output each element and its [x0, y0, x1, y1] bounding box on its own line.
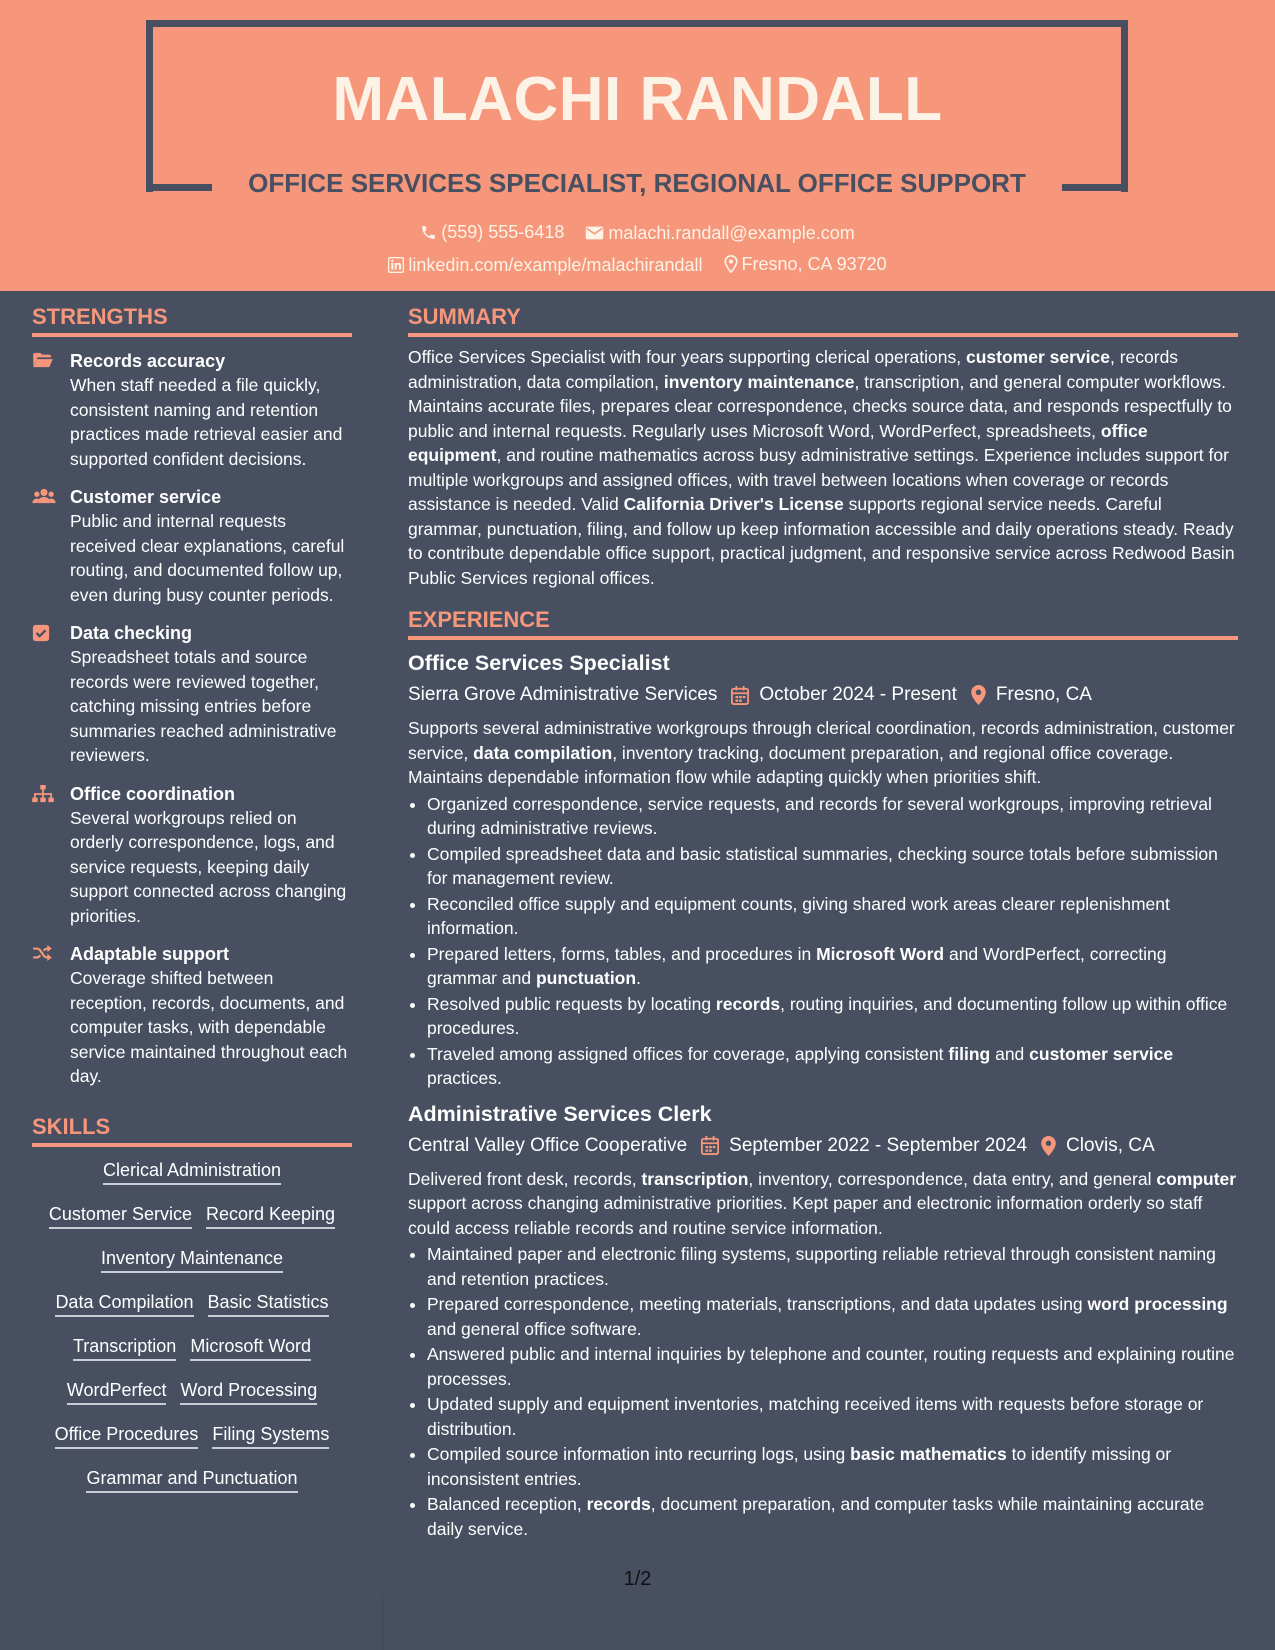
- candidate-name: MALACHI RANDALL: [332, 65, 943, 134]
- strength-desc: Several workgroups relied on orderly correspondence, logs, and service requests, keeping daily support connected across changing priorities.: [70, 807, 347, 926]
- bold-keyword: customer service: [965, 347, 1110, 367]
- text-run: and: [990, 1043, 1030, 1064]
- skill-tag: Word Processing: [180, 1377, 317, 1405]
- text-run: Resolved public requests by locating: [427, 993, 716, 1014]
- job-bullets: [408, 792, 1238, 1091]
- skill-row: [32, 1465, 352, 1494]
- text-run: Prepared letters, forms, tables, and procedures in: [427, 943, 817, 964]
- job-meta: [408, 680, 1238, 710]
- bold-keyword: data compilation: [473, 742, 613, 763]
- text-run: Compiled source information into recurring logs, using: [427, 1444, 851, 1464]
- text-run: and WordPerfect, correcting grammar and: [427, 943, 1167, 988]
- strengths-heading: STRENGTHS: [32, 303, 352, 337]
- strength-title: Records accuracy: [70, 351, 226, 371]
- skill-tag: Inventory Maintenance: [101, 1245, 283, 1273]
- bullet-item: [427, 1242, 1238, 1291]
- skill-row: [32, 1333, 352, 1362]
- job-location: Fresno, CA: [995, 684, 1092, 705]
- header-frame-foot-left: [146, 184, 212, 191]
- header-band: [0, 0, 1275, 291]
- skill-tag: Record Keeping: [206, 1201, 335, 1229]
- text-run: Compiled spreadsheet data and basic statistical summaries, checking source totals before submission for management review.: [427, 843, 1218, 888]
- contact-row-2: [0, 252, 1275, 279]
- skill-tag: Clerical Administration: [103, 1157, 281, 1185]
- sitemap-icon: [32, 785, 54, 803]
- location-text: Fresno, CA 93720: [741, 254, 887, 274]
- strength-title: Office coordination: [70, 783, 236, 804]
- text-run: Traveled among assigned offices for coverage, applying consistent: [427, 1043, 949, 1064]
- summary-text: [408, 345, 1238, 590]
- skill-tag: Customer Service: [49, 1201, 192, 1229]
- bold-keyword: Microsoft Word: [816, 943, 945, 964]
- bold-keyword: transcription: [641, 1168, 749, 1189]
- bullet-item: [427, 992, 1238, 1041]
- text-run: to identify missing or inconsistent entries.: [427, 1444, 1172, 1489]
- column-divider: [382, 1595, 383, 1650]
- bullet-item: [427, 1342, 1238, 1391]
- skill-tag: Microsoft Word: [190, 1333, 311, 1361]
- skill-row: [32, 1201, 352, 1230]
- text-run: , document preparation, and computer tasks while maintaining accurate daily service.: [427, 1494, 1205, 1539]
- text-run: , inventory tracking, document preparation, and regional office coverage. Maintains dependable information flow while adapting quickly when priorities shift.: [408, 742, 1174, 787]
- left-column: [32, 291, 352, 1509]
- bullet-item: [427, 1292, 1238, 1341]
- phone-text: (559) 555-6418: [441, 222, 565, 242]
- skill-tag: Filing Systems: [212, 1421, 329, 1449]
- job-title-heading: OFFICE SERVICES SPECIALIST, REGIONAL OFFICE SUPPORT: [248, 168, 1026, 198]
- text-run: Balanced reception,: [427, 1494, 587, 1514]
- skill-row: [32, 1245, 352, 1274]
- folder-open-icon: [32, 352, 54, 368]
- strength-desc: Spreadsheet totals and source records were reviewed together, catching missing entries before summaries reached administrative reviewers.: [70, 647, 337, 765]
- experience-heading: EXPERIENCE: [408, 606, 1238, 640]
- job-role: Office Services Specialist: [408, 651, 670, 675]
- calendar-icon: [701, 1136, 719, 1155]
- bullet-item: [427, 1442, 1238, 1491]
- text-run: , records administration, data compilation,: [408, 347, 1179, 392]
- bold-keyword: computer: [1156, 1168, 1237, 1189]
- job-description: [408, 716, 1238, 790]
- text-run: Prepared correspondence, meeting materials, transcriptions, and data updates using: [427, 1294, 1088, 1314]
- text-run: Reconciled office supply and equipment counts, giving shared work areas clearer replenishment information.: [427, 893, 1170, 938]
- users-icon: [32, 488, 56, 504]
- page-number: 1/2: [623, 1568, 652, 1590]
- text-run: Supports several administrative workgroups through clerical coordination, records administration, customer service,: [408, 718, 1235, 763]
- text-run: , routing inquiries, and documenting follow up within office procedures.: [427, 993, 1228, 1038]
- skill-tag: Office Procedures: [55, 1421, 199, 1449]
- bullet-item: [427, 892, 1238, 941]
- phone-icon: [420, 224, 437, 241]
- job-role: Administrative Services Clerk: [408, 1101, 712, 1126]
- right-column: [408, 291, 1238, 1542]
- text-run: Delivered front desk, records,: [408, 1168, 642, 1189]
- job-entry: [408, 648, 1238, 1091]
- strength-desc: When staff needed a file quickly, consistent naming and retention practices made retrieval easier and supported confident decisions.: [70, 375, 343, 469]
- skill-row: [32, 1377, 352, 1406]
- header-frame-foot-right: [1062, 184, 1128, 191]
- text-run: Office Services Specialist with four years supporting clerical operations,: [408, 347, 966, 367]
- strength-title: Data checking: [70, 623, 193, 643]
- skill-tag: WordPerfect: [67, 1377, 167, 1405]
- job-company: Central Valley Office Cooperative: [408, 1134, 688, 1156]
- text-run: support across changing administrative priorities. Kept paper and electronic information orderly so staff could access reliable records and routine service information.: [408, 1193, 1203, 1238]
- text-run: Organized correspondence, service requests, and records for several workgroups, improving retrieval during administrative reviews.: [427, 793, 1212, 838]
- phone-contact[interactable]: [420, 220, 564, 244]
- text-run: Updated supply and equipment inventories, matching received items with requests before storage or distribution.: [427, 1394, 1204, 1439]
- summary-heading: SUMMARY: [408, 303, 1238, 337]
- bold-keyword: inventory maintenance: [663, 371, 855, 392]
- skill-row: [32, 1157, 352, 1186]
- text-run: , transcription, and general computer workflows. Maintains accurate files, prepares clear correspondence, checks source data, and responds respectfully to public and internal requests. Regularly uses Microsoft Word, WordPerfect, spreadsheets,: [408, 371, 1232, 441]
- skill-row: [32, 1289, 352, 1318]
- map-marker-icon: [971, 685, 986, 705]
- job-dates: October 2024 - Present: [759, 684, 957, 705]
- strength-desc: Public and internal requests received clear explanations, careful routing, and documented follow up, even during busy counter periods.: [70, 511, 345, 605]
- email-contact[interactable]: [585, 221, 854, 245]
- text-run: supports regional service needs. Careful grammar, punctuation, filing, and follow up keep information accessible and daily operations steady. Ready to contribute dependable office support, practical judgment, and responsive service across Redwood Basin Public Services regional offices.: [408, 494, 1235, 588]
- job-location: Clovis, CA: [1066, 1134, 1155, 1156]
- bold-keyword: customer service: [1029, 1043, 1174, 1064]
- text-run: , and routine mathematics across busy administrative settings. Experience includes support for multiple workgroups and assigned offices, with travel between locations when coverage or records assistance is needed. Valid: [408, 445, 1229, 514]
- map-marker-icon: [724, 255, 738, 273]
- strength-item: [32, 782, 352, 929]
- contact-row-1: [0, 220, 1275, 247]
- checkbox-icon: [32, 624, 50, 642]
- job-meta: [408, 1131, 1238, 1161]
- skills-list: [32, 1157, 352, 1494]
- job-entry: [408, 1099, 1238, 1542]
- bold-keyword: basic mathematics: [850, 1444, 1007, 1464]
- bullet-item: [427, 1392, 1238, 1441]
- skill-tag: Transcription: [73, 1333, 176, 1361]
- text-run: practices.: [427, 1068, 502, 1088]
- text-run: , inventory, correspondence, data entry, and general: [748, 1168, 1157, 1189]
- job-bullets: [408, 1242, 1238, 1541]
- bold-keyword: records: [586, 1494, 651, 1514]
- strength-item: [32, 942, 352, 1089]
- bullet-item: [427, 792, 1238, 841]
- strength-desc: Coverage shifted between reception, records, documents, and computer tasks, with dependable service maintained throughout each day.: [70, 968, 348, 1086]
- strength-item: [32, 621, 352, 768]
- strength-item: [32, 349, 352, 471]
- bold-keyword: office equipment: [408, 420, 1148, 465]
- job-description: [408, 1167, 1238, 1241]
- job-dates: September 2022 - September 2024: [729, 1134, 1028, 1156]
- bullet-item: [427, 1042, 1238, 1091]
- linkedin-contact[interactable]: [388, 253, 702, 277]
- skill-tag: Data Compilation: [55, 1289, 193, 1317]
- linkedin-icon: [388, 257, 404, 273]
- linkedin-text: linkedin.com/example/malachirandall: [408, 255, 703, 275]
- skill-tag: Grammar and Punctuation: [86, 1465, 297, 1493]
- strength-title: Adaptable support: [70, 944, 230, 964]
- location-contact: [724, 252, 887, 276]
- bold-keyword: California Driver's License: [623, 494, 844, 514]
- email-text: malachi.randall@example.com: [608, 222, 855, 243]
- text-run: Answered public and internal inquiries by telephone and counter, routing requests and explaining routine processes.: [427, 1344, 1235, 1389]
- text-run: Maintained paper and electronic filing systems, supporting reliable retrieval through consistent naming and retention practices.: [427, 1244, 1216, 1289]
- skills-heading: SKILLS: [32, 1113, 352, 1147]
- strength-item: [32, 485, 352, 607]
- map-marker-icon: [1041, 1136, 1056, 1156]
- envelope-icon: [585, 225, 604, 241]
- calendar-icon: [731, 686, 749, 705]
- text-run: .: [636, 968, 641, 988]
- bold-keyword: punctuation: [535, 968, 637, 988]
- shuffle-icon: [32, 945, 52, 961]
- text-run: and general office software.: [427, 1318, 642, 1339]
- bullet-item: [427, 842, 1238, 891]
- bold-keyword: records: [715, 993, 781, 1014]
- skill-row: [32, 1421, 352, 1450]
- job-company: Sierra Grove Administrative Services: [408, 684, 718, 705]
- bold-keyword: filing: [948, 1043, 991, 1064]
- strength-title: Customer service: [70, 487, 222, 507]
- skill-tag: Basic Statistics: [208, 1289, 329, 1317]
- bold-keyword: word processing: [1087, 1294, 1228, 1314]
- bullet-item: [427, 942, 1238, 991]
- bullet-item: [427, 1492, 1238, 1541]
